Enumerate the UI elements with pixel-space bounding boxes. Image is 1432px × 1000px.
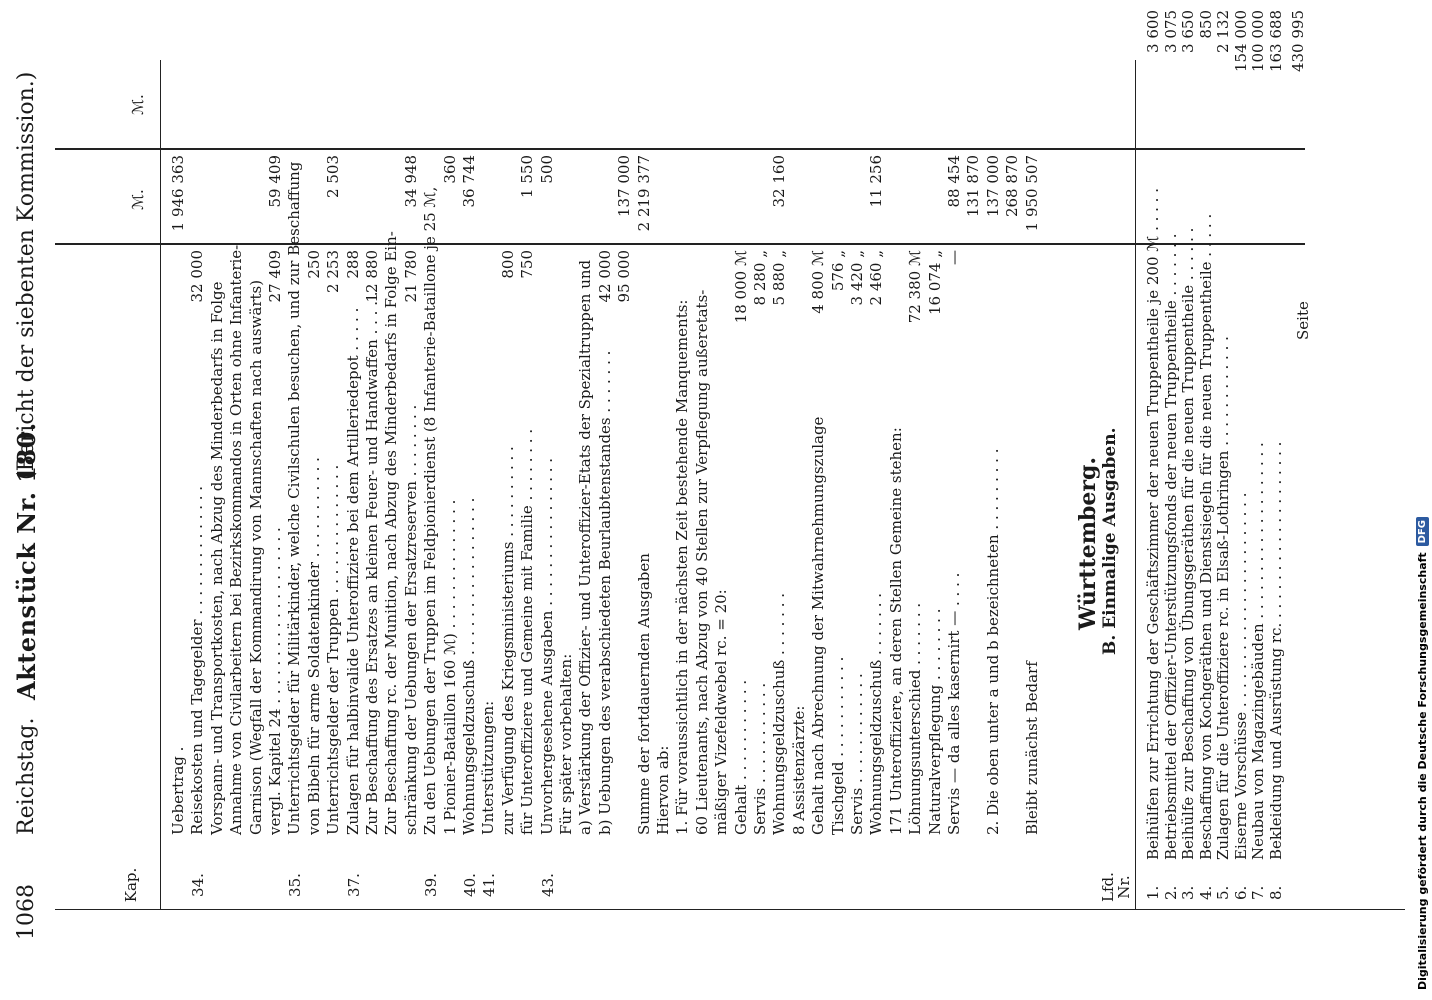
row-text: Summe der fortdauernden Ausgaben (634, 553, 653, 835)
row-amount: 576 „ (828, 250, 847, 292)
section-subtitle: B. Einmalige Ausgaben. (1100, 427, 1120, 655)
row-text: vergl. Kapitel 24 . . . . . . . . . . . . . . . . . . . (266, 527, 284, 835)
row-total: 268 870 (1003, 155, 1022, 218)
row-kap: 37. (344, 873, 363, 897)
item-nr: 1. (1144, 885, 1162, 900)
row-text: Bleibt zunächst Bedarf (1022, 661, 1041, 835)
row-text: schränkung der Uebungen der Ersatzreserven . . . . . . . . (401, 404, 420, 835)
item-value: 2 132 (1214, 10, 1232, 53)
item-value: 3 650 (1179, 10, 1197, 53)
row-text: Vorspann- und Transportkosten, nach Abzug des Minderbedarfs in Folge (207, 281, 226, 835)
row-total: 2 219 377 (634, 155, 653, 232)
row-text: Gehalt . . . . . . . . . . . (731, 679, 750, 835)
row-total: 36 744 (460, 155, 478, 208)
row-amount: 3 420 „ (848, 250, 866, 306)
row-total: 11 256 (867, 155, 886, 208)
row-total: 59 409 (266, 155, 284, 208)
item-nr: 6. (1231, 885, 1250, 900)
item-text: Beihülfen zur Errichtung der Geschäftszimmer der neuen Truppentheile je 200 ℳ . . . . . (1144, 188, 1162, 860)
row-amount: — (945, 250, 963, 265)
row-text: Garnison (Wegfall der Kommandirung von Mannschaften nach auswärts) (246, 279, 265, 835)
header-right: (Bericht der siebenten Kommission.) (14, 71, 39, 480)
row-amount: 250 (304, 250, 323, 279)
row-amount: 4 800 ℳ (809, 250, 828, 314)
row-text: Annahme von Civilarbeitern bei Bezirkskommandos in Orten ohne Infanterie- (227, 244, 246, 835)
row-text: Wohnungsgeldzuschuß . . . . . . . . . . . . . . . . . (460, 497, 478, 835)
row-amount: 2 460 „ (867, 250, 886, 306)
row-text: Hiervon ab: (654, 745, 672, 835)
row-total: 500 (537, 155, 556, 184)
row-text: zur Verfügung des Kriegsministeriums . . . . . . . . . . (498, 446, 517, 835)
row-text: a) Verstärkung der Offizier- und Unteroffizier-Etats der Spezialtruppen und (576, 259, 595, 835)
item-nr: 7. (1249, 885, 1267, 900)
row-total: 88 454 (945, 155, 963, 208)
item-text: Neubau von Magazingebäuden . . . . . . . . . . . . . . . . . . . (1249, 442, 1267, 860)
item-nr: 2. (1161, 885, 1180, 900)
row-total: 1 550 (518, 155, 537, 198)
row-amount: 32 000 (188, 250, 207, 303)
section-total: 430 995 (1289, 10, 1307, 73)
item-text: Beihülfe zur Beschaffung von Übungsgeräthen für die neuen Truppentheile . . . . . . (1179, 227, 1197, 860)
row-amount: 42 000 (595, 250, 614, 303)
row-text: Reisekosten und Tagegelder . . . . . . . . . . . . . . (188, 485, 207, 835)
row-text: Unterrichtsgelder für Militärkinder, welche Civilschulen besuchen, und zur Beschaffung (285, 161, 304, 835)
item-text: Zulagen für die Unteroffiziere rc. in Elsaß-Lothringen . . . . . . . . . . . . (1214, 336, 1232, 860)
mark1-header: ℳ. (129, 189, 147, 210)
item-text: Betriebsmittel der Offizier-Unterstützungsfonds der neuen Truppentheile . . . . . . . (1161, 233, 1180, 860)
row-kap: 35. (286, 873, 305, 897)
row-text: Unterstützungen: (479, 700, 498, 835)
kap-header: Kap. (122, 867, 140, 903)
stamp-text: Digitalisierung gefördert durch die Deutsche Forschungsgemeinschaft (1415, 552, 1429, 990)
row-text: Zu den Uebungen der Truppen im Feldpionierdienst (8 Infanterie-Bataillone je 25 ℳ, (421, 186, 440, 835)
section-rule (1135, 60, 1136, 910)
row-text: für Unteroffiziere und Gemeine mit Familie . . . . . . . . (518, 428, 537, 835)
row-total: 34 948 (401, 155, 420, 208)
row-total: 137 000 (983, 155, 1002, 218)
item-nr: 8. (1266, 885, 1285, 900)
row-text: Zur Beschaffung rc. der Munition, nach Abzug des Minderbedarfs in Folge Ein- (382, 231, 401, 835)
row-amount: 21 780 (401, 250, 420, 303)
dfg-stamp (1412, 10, 1432, 990)
row-text: 1. Für voraussichtlich in der nächsten Zeit bestehende Manquements: (673, 299, 692, 835)
row-kap: 40. (461, 873, 479, 897)
row-amount: 8 280 „ (751, 250, 769, 306)
row-kap: 34. (189, 873, 208, 897)
item-text: Eiserne Vorschüsse . . . . . . . . . . . . . . . . . . . . . . . (1231, 492, 1250, 860)
row-amount: 288 (343, 250, 362, 279)
lfd-nr-header: Lfd. Nr. (1099, 872, 1133, 902)
row-total: 2 503 (324, 155, 343, 198)
row-kap: 43. (538, 873, 557, 897)
row-text: Wohnungsgeldzuschuß . . . . . . . (770, 592, 789, 835)
item-text: Bekleidung und Ausrüstung rc. . . . . . . . . . . . . . . . . . . . (1266, 441, 1285, 860)
row-text: von Bibeln für arme Soldatenkinder . . . . . . . . . . . (304, 457, 323, 835)
row-text: b) Uebungen des verabschiedeten Beurlaubtenstandes . . . . . . . (595, 350, 614, 835)
row-text: Naturalverpflegung . . . . . . . . (925, 608, 944, 835)
row-amount: 750 (518, 250, 537, 279)
row-total: 137 000 (615, 155, 634, 218)
row-amount: 18 000 ℳ (731, 250, 750, 324)
header-title: Aktenstück Nr. 180. (12, 422, 41, 700)
mark2-header: ℳ. (129, 94, 147, 115)
row-text: Für später vorbehalten: (557, 653, 575, 835)
item-nr: 5. (1214, 885, 1232, 900)
row-text: Servis . . . . . . . . . . . (751, 682, 769, 835)
item-value: 100 000 (1249, 10, 1267, 73)
row-text: Zulagen für halbinvalide Unteroffiziere bei dem Artilleriedepot . . . . . (343, 307, 362, 835)
item-nr: 4. (1196, 885, 1215, 900)
row-total: 1 950 507 (1022, 155, 1041, 232)
row-total: 32 160 (770, 155, 789, 208)
section-title: Württemberg. (1075, 456, 1101, 630)
item-value: 850 (1196, 10, 1215, 39)
row-text: mäßiger Vizefeldwebel rc. = 20: (712, 589, 731, 835)
row-amount: 27 409 (266, 250, 284, 303)
row-amount: 95 000 (615, 250, 634, 303)
row-amount: 2 253 (324, 250, 343, 293)
item-nr: 3. (1179, 885, 1197, 900)
row-total: 360 (440, 155, 459, 184)
row-text: 2. Die oben unter a und b bezeichneten . . . . . . . . . (983, 448, 1002, 835)
row-text: Gehalt nach Abrechnung der Mitwahrnehmungszulage (809, 416, 828, 835)
row-text: Löhnungsunterschied . . . . . . . (906, 602, 925, 835)
row-text: Wohnungsgeldzuschuß . . . . . . . (867, 592, 886, 835)
row-amount: 800 (498, 250, 517, 279)
total-label: Seite (1294, 301, 1312, 340)
row-total: 1 946 363 (169, 155, 187, 232)
item-value: 154 000 (1231, 10, 1250, 73)
row-text: 1 Pionier-Bataillon 160 ℳ) . . . . . . . . . . . . . . (440, 499, 459, 835)
row-text: 8 Assistenzärzte: (789, 705, 808, 835)
row-text: Servis — da alles kasernirt — . . . . (945, 572, 963, 835)
row-amount: 5 880 „ (770, 250, 789, 306)
row-total: 131 870 (964, 155, 983, 218)
row-text: Tischgeld . . . . . . . . . . . (828, 656, 847, 835)
row-amount: 72 380 ℳ (906, 250, 925, 324)
row-kap: 39. (422, 873, 441, 897)
row-text: Zur Beschaffung des Ersatzes an kleinen Feuer- und Handwaffen . . . . . (363, 291, 381, 835)
row-text: Unterrichtsgelder der Truppen . . . . . . . . . . . . . . (324, 464, 343, 835)
left-rule (55, 909, 1405, 910)
header-left: Reichstag. (14, 717, 39, 835)
row-text: Unvorhergesehene Ausgaben . . . . . . . . . . . . . . . . (537, 457, 556, 835)
item-value: 3 075 (1161, 10, 1180, 53)
mark2-rule (55, 148, 1305, 150)
item-value: 163 688 (1266, 10, 1285, 73)
dfg-logo: DFG (1416, 517, 1429, 546)
row-kap: 41. (480, 873, 499, 897)
row-amount: 12 880 (363, 250, 381, 303)
row-text: 171 Unteroffiziere, an deren Stellen Gemeine stehen: (886, 427, 905, 835)
page-number: 1068 (14, 884, 39, 940)
item-value: 3 600 (1144, 10, 1162, 53)
row-text: 60 Lieutenants, nach Abzug von 40 Stellen zur Verpflegung außeretats- (692, 289, 711, 835)
row-amount: 16 074 „ (925, 250, 944, 316)
item-text: Beschaffung von Kochgeräthen und Dienstsiegeln für die neuen Truppentheile . . . . . (1196, 213, 1215, 860)
row-text: Uebertrag . (169, 746, 187, 835)
row-text: Servis . . . . . . . . . . . . (848, 673, 866, 835)
kap-rule (160, 60, 161, 910)
